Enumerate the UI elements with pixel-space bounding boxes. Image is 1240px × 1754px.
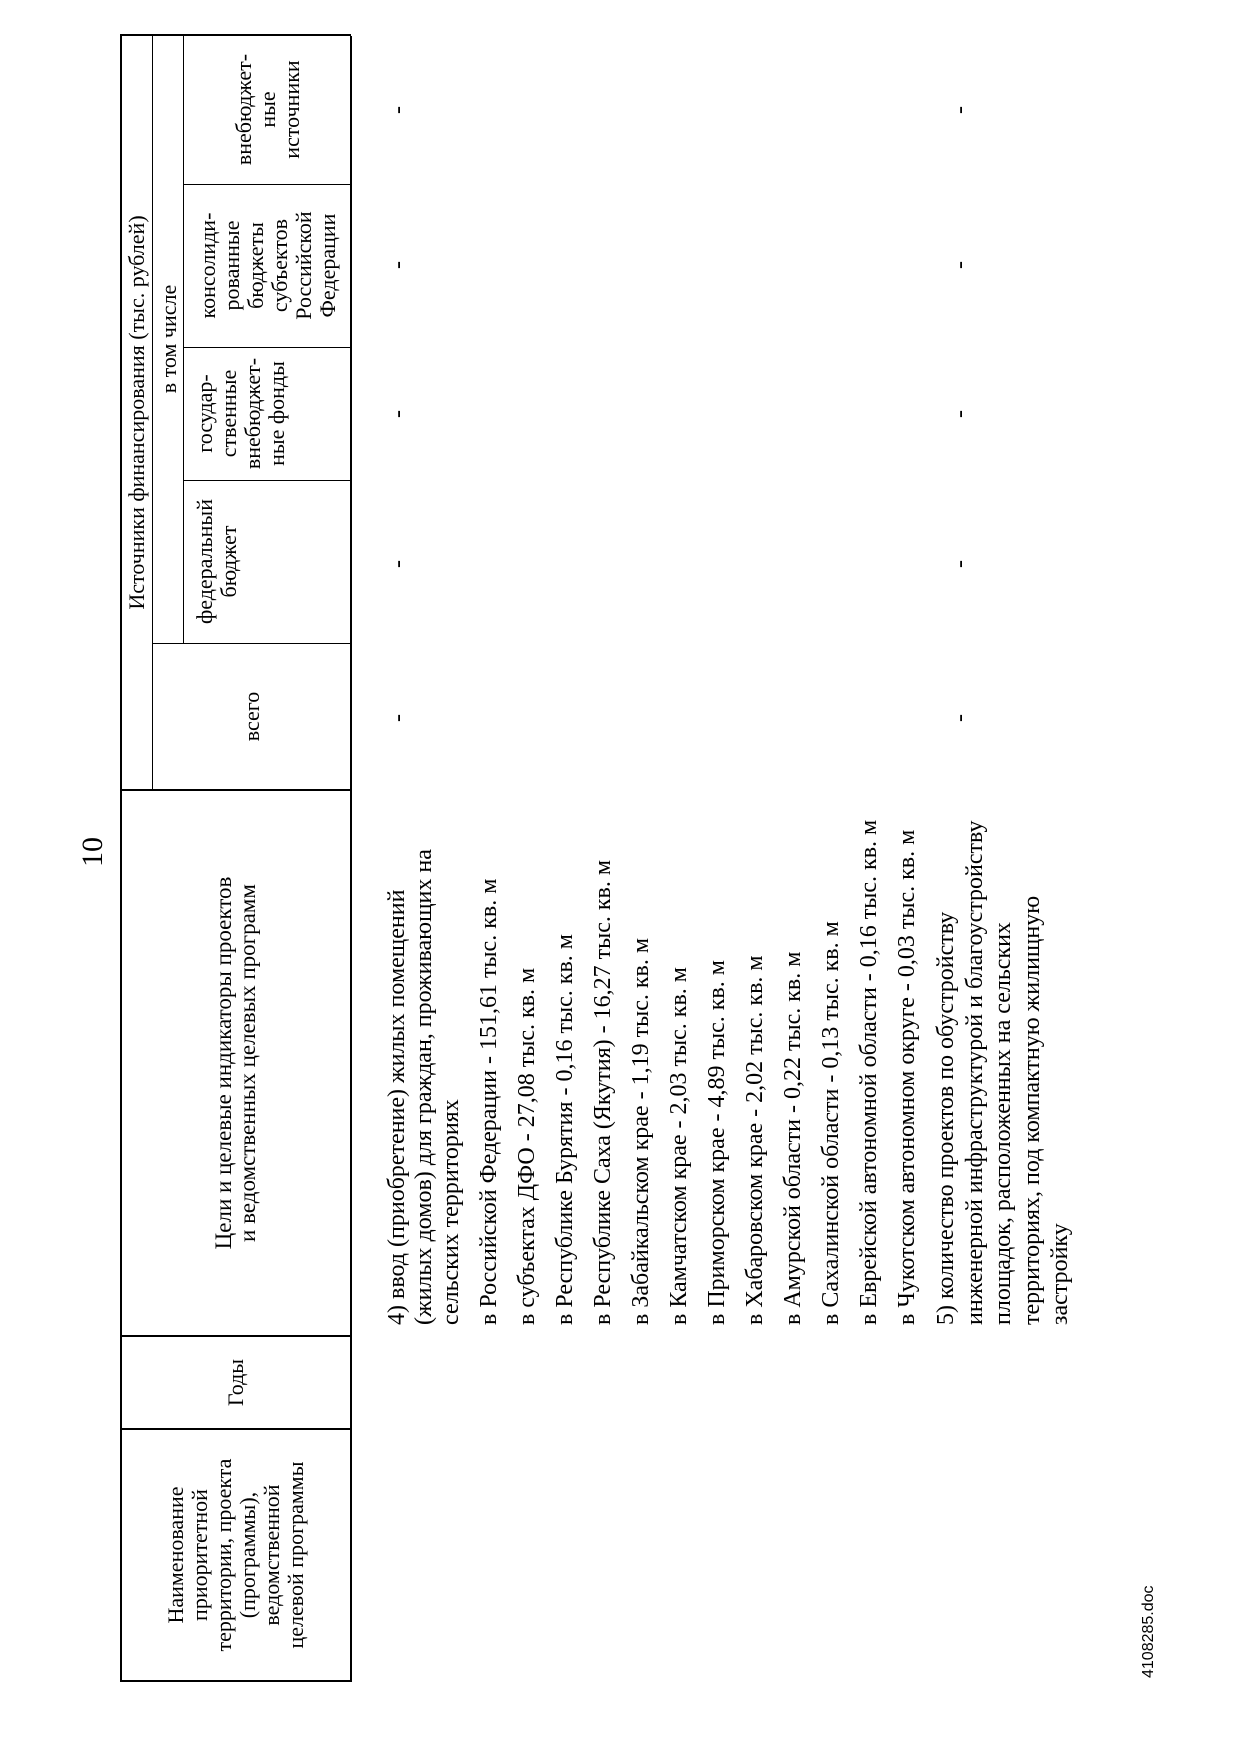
- indicator-line: в Республике Бурятия - 0,16 тыс. кв. м: [552, 934, 578, 1325]
- header-including: [154, 36, 183, 642]
- indicator-item: [856, 820, 883, 1325]
- indicator-line: в Сахалинской области - 0,13 тыс. кв. м: [818, 921, 844, 1325]
- header-line: ные: [254, 91, 280, 128]
- header-line: Федерации: [314, 213, 340, 318]
- value-federal: -: [947, 560, 973, 568]
- header-state-funds-col: [185, 348, 350, 479]
- indicator-item: [742, 820, 769, 1325]
- header-line: консолиди-: [194, 212, 220, 319]
- indicator-item: [476, 820, 503, 1325]
- header-line: ные фонды: [264, 361, 289, 466]
- header-offbudget-col: [185, 36, 350, 183]
- value-regional: -: [947, 261, 973, 269]
- header-line: целевой программы: [283, 1461, 308, 1649]
- header-line: бюджет: [216, 525, 241, 598]
- header-line: всего: [239, 691, 264, 742]
- header-line: Наименование: [163, 1486, 188, 1624]
- indicator-item: [780, 820, 807, 1325]
- indicator-line: в Приморском крае - 4,89 тыс. кв. м: [704, 960, 730, 1325]
- document-filename: 4108285.doc: [1140, 1585, 1157, 1678]
- header-line: ственные: [216, 369, 241, 458]
- indicator-item: [704, 820, 731, 1325]
- indicator-item: [818, 820, 845, 1325]
- indicator-line: 5) количество проектов по обустройству: [933, 911, 959, 1325]
- header-line: источники: [278, 60, 304, 159]
- header-line: государ-: [192, 374, 217, 453]
- header-line: федеральный: [192, 499, 217, 624]
- indicator-heading: [384, 820, 465, 1325]
- value-federal: -: [385, 560, 411, 568]
- indicator-item: [666, 820, 693, 1325]
- header-line: Российской: [290, 211, 316, 320]
- header-line: приоритетной: [187, 1489, 212, 1621]
- header-line: Годы: [223, 1358, 248, 1407]
- indicator-line: площадок, расположенных на сельских: [990, 922, 1016, 1325]
- value-regional: -: [385, 261, 411, 269]
- header-line: и ведомственных целевых программ: [235, 884, 260, 1242]
- header-name-col: [122, 1430, 350, 1680]
- indicator-line: в Камчатском крае - 2,03 тыс. кв. м: [666, 967, 692, 1325]
- indicator-line: в Республике Саха (Якутия) - 16,27 тыс. кв. м: [590, 859, 616, 1325]
- value-total: -: [947, 714, 973, 722]
- indicator-item: [894, 820, 921, 1325]
- indicator-line: инженерной инфраструктурой и благоустройству: [961, 820, 988, 1325]
- value-state-funds: -: [947, 410, 973, 418]
- indicator-item: [514, 820, 541, 1325]
- goals-list: [384, 820, 1086, 1325]
- page-number: 10: [76, 837, 109, 867]
- header-federal-col: [185, 481, 350, 642]
- indicator-item: [552, 820, 579, 1325]
- header-line: ведомственной: [259, 1484, 284, 1626]
- header-line: внебюджет-: [230, 53, 256, 166]
- funding-title-divider: [152, 36, 153, 791]
- indicator-heading: [932, 820, 1075, 1325]
- including-divider: [183, 36, 184, 644]
- indicator-line: (жилых домов) для граждан, проживающих на: [411, 849, 437, 1325]
- header-bottom-border: [350, 36, 352, 1682]
- value-state-funds: -: [385, 410, 411, 418]
- value-total: -: [385, 714, 411, 722]
- indicator-line: в Российской Федерации - 151,61 тыс. кв. м: [476, 878, 502, 1325]
- header-line: рованные: [218, 220, 244, 311]
- indicator-line: в Чукотском автономном округе - 0,03 тыс. кв. м: [894, 829, 920, 1325]
- indicator-line: территориях, под компактную жилищную: [1018, 895, 1045, 1325]
- header-line: субъектов: [266, 218, 292, 313]
- indicator-line: в Забайкальском крае - 1,19 тыс. кв. м: [628, 937, 654, 1325]
- indicator-line: в Еврейской автономной области - 0,16 тыс. кв. м: [856, 819, 882, 1325]
- indicator-item: [628, 820, 655, 1325]
- header-line: Источники финансирования (тыс. рублей): [124, 215, 149, 610]
- value-offbudget: -: [385, 106, 411, 114]
- indicator-line: сельских территориях: [438, 1099, 464, 1325]
- header-funding-title: [122, 36, 152, 789]
- header-line: в том числе: [155, 284, 181, 394]
- value-offbudget: -: [947, 106, 973, 114]
- header-goals-col: [122, 791, 350, 1335]
- header-regional-col: [185, 185, 350, 346]
- header-total-col: [154, 644, 350, 789]
- header-line: территории, проекта: [211, 1458, 236, 1652]
- indicator-line: в Амурской области - 0,22 тыс. кв. м: [780, 951, 806, 1325]
- header-line: Цели и целевые индикаторы проектов: [211, 876, 236, 1250]
- table-left-border: [120, 1680, 351, 1682]
- indicator-item: [590, 820, 617, 1325]
- indicator-line: в субъектах ДФО - 27,08 тыс. кв. м: [514, 967, 540, 1325]
- header-line: бюджеты: [242, 222, 268, 309]
- indicator-line: застройку: [1047, 1223, 1073, 1325]
- header-line: внебюджет-: [240, 357, 265, 470]
- indicator-line: в Хабаровском крае - 2,02 тыс. кв. м: [742, 955, 768, 1325]
- header-years-col: [122, 1337, 350, 1428]
- indicator-line: 4) ввод (приобретение) жилых помещений: [384, 889, 410, 1325]
- header-line: (программы),: [235, 1491, 260, 1619]
